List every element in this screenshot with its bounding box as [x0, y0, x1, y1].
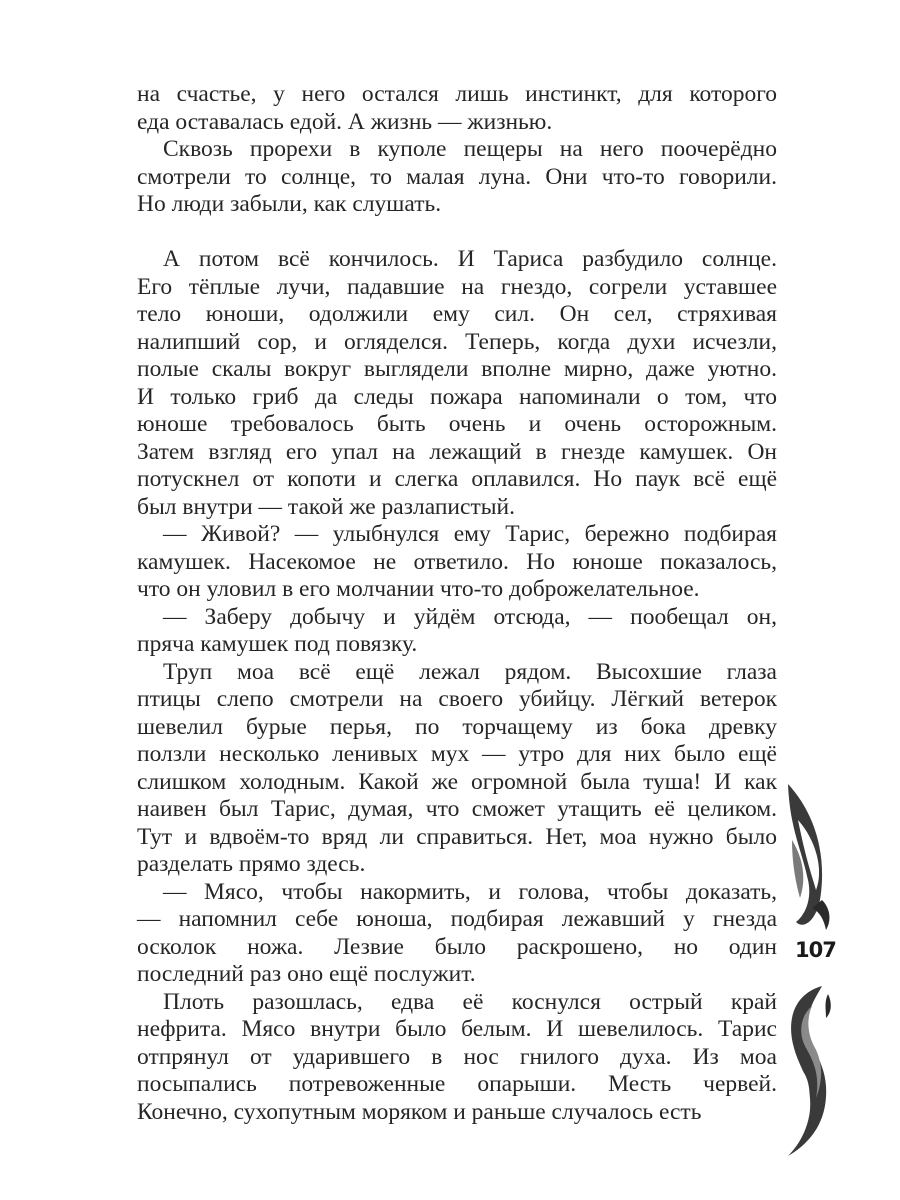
text-line: камушек. Насекомое не ответило. Но юноше показалось,: [137, 548, 777, 575]
text-line: еда оставалась едой. А жизнь — жизнью.: [137, 108, 553, 135]
text-line: на счастье, у него остался лишь инстинкт, для которого: [137, 81, 777, 107]
paragraph: [137, 136, 777, 219]
text-line: Но люди забыли, как слушать.: [137, 191, 442, 217]
paragraph: [137, 879, 777, 989]
text-line: Тут и вдвоём-то вряд ли справиться. Нет, моа нужно было: [137, 823, 777, 850]
text-line: потускнел от копоти и слегка оплавился. Но паук всё ещё: [137, 466, 777, 492]
text-line: отпрянул от ударившего в нос гнилого духа. Из моа: [137, 1043, 777, 1070]
text-line: наивен был Тарис, думая, что сможет утащить её целиком.: [137, 796, 777, 822]
paragraph: [137, 989, 777, 1127]
text-line: последний раз оно ещё послужит.: [137, 961, 476, 987]
text-line: юноше требовалось быть очень и очень осторожным.: [137, 411, 777, 437]
text-line: посыпались потревоженные опарыши. Месть червей.: [137, 1071, 777, 1097]
paragraph: [137, 659, 777, 879]
tribal-ornament-icon: [782, 780, 834, 1160]
text-line: пряча камушек под повязку.: [137, 631, 418, 657]
text-line: ползли несколько ленивых мух — утро для них было ещё: [137, 741, 777, 767]
page-number: 107: [795, 938, 836, 962]
paragraph: [137, 246, 777, 521]
text-line: Его тёплые лучи, падавшие на гнездо, согрели уставшее: [137, 273, 777, 300]
text-line: А потом всё кончилось. И Тариса разбудило солнце.: [163, 246, 777, 272]
paragraph: [137, 81, 777, 136]
text-line: налипший сор, и огляделся. Теперь, когда духи исчезли,: [137, 328, 777, 355]
text-line: — Заберу добычу и уйдём отсюда, — пообещал он,: [163, 603, 777, 630]
paragraph: [137, 604, 777, 659]
text-line: смотрели то солнце, то малая луна. Они что-то говорили.: [137, 163, 777, 190]
text-line: Сквозь прорехи в куполе пещеры на него поочерёдно: [163, 136, 777, 162]
text-line: Конечно, сухопутным моряком и раньше случалось есть: [137, 1098, 702, 1125]
text-line: нефрита. Мясо внутри было белым. И шевелилось. Тарис: [137, 1016, 777, 1042]
text-line: — напомнил себе юноша, подбирая лежавший у гнезда: [137, 906, 777, 932]
text-line: Затем взгляд его упал на лежащий в гнезде камушек. Он: [137, 438, 777, 465]
text-line: Плоть разошлась, едва её коснулся острый край: [163, 988, 777, 1015]
text-line: Труп моа всё ещё лежал рядом. Высохшие глаза: [163, 658, 777, 685]
text-line: полые скалы вокруг выглядели вполне мирно, даже уютно.: [137, 356, 777, 382]
text-line: — Мясо, чтобы накормить, и голова, чтобы доказать,: [163, 878, 777, 905]
text-line: птицы слепо смотрели на своего убийцу. Лёгкий ветерок: [137, 686, 777, 712]
paragraph: [137, 521, 777, 604]
text-line: разделать прямо здесь.: [137, 851, 366, 877]
text-line: что он уловил в его молчании что-то доброжелательное.: [137, 576, 700, 602]
body-text: [137, 81, 777, 1126]
text-line: И только гриб да следы пожара напоминали о том, что: [137, 383, 777, 410]
text-line: был внутри — такой же разлапистый.: [137, 493, 515, 520]
text-line: — Живой? — улыбнулся ему Тарис, бережно подбирая: [163, 521, 777, 547]
text-line: осколок ножа. Лезвие было раскрошено, но один: [137, 933, 777, 960]
text-line: слишком холодным. Какой же огромной была туша! И как: [137, 768, 777, 795]
text-line: шевелил бурые перья, по торчащему из бока древку: [137, 713, 777, 740]
text-line: тело юноши, одолжили ему сил. Он сел, стряхивая: [137, 301, 777, 327]
scene-break: [137, 219, 777, 247]
